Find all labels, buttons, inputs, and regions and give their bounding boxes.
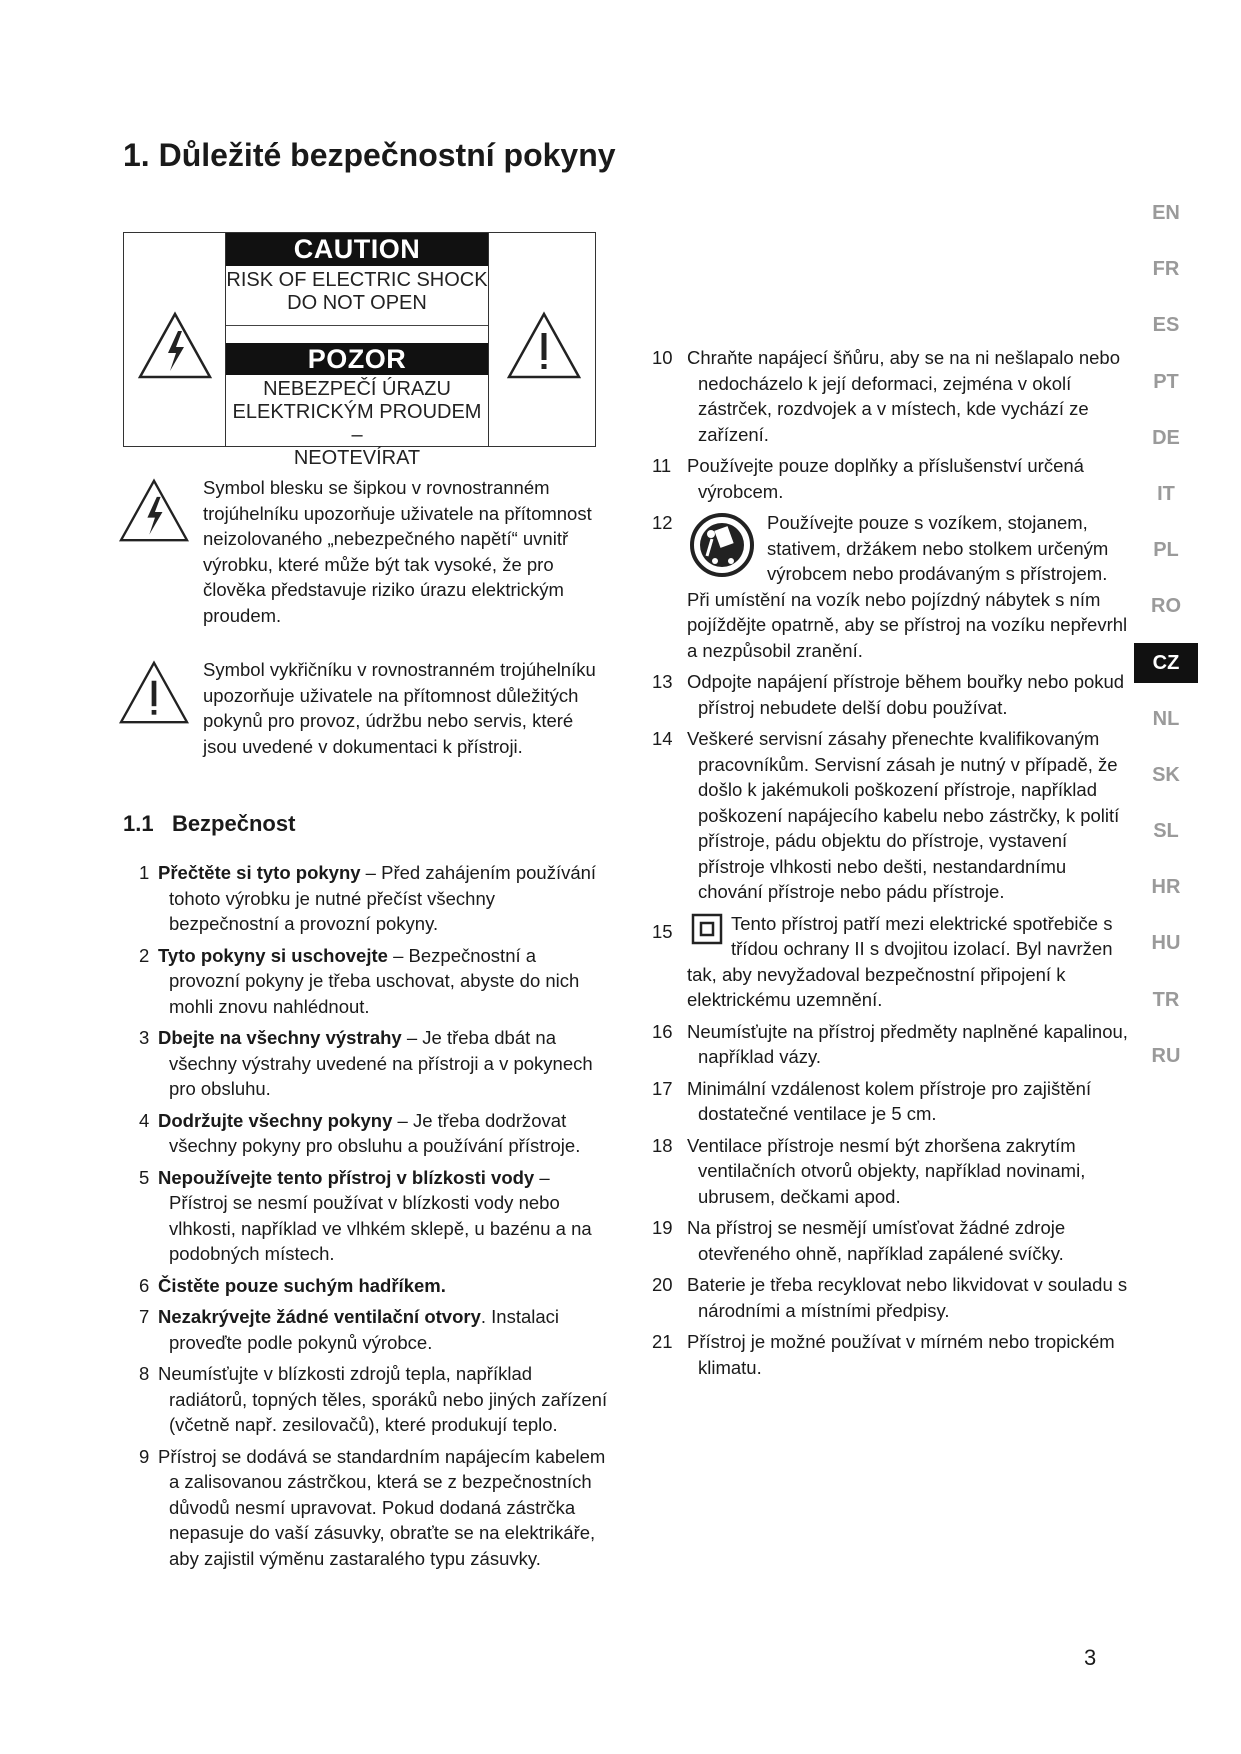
pozor-title: POZOR: [226, 343, 488, 375]
language-tab-pl[interactable]: PL: [1153, 539, 1179, 562]
section-number: 1.1: [123, 811, 154, 836]
safety-list-left: [123, 860, 609, 1577]
language-tab-pt[interactable]: PT: [1153, 370, 1179, 393]
list-item: 21 Přístroj je možné používat v mírném nebo tropickém klimatu.: [652, 1331, 1115, 1378]
class-ii-double-insulation-icon: [691, 913, 723, 945]
language-tab-fr[interactable]: FR: [1152, 258, 1180, 281]
list-item: 18 Ventilace přístroje nesmí být zhoršena zakrytím ventilačních otvorů objekty, například novinami, ubrusem, dečkami apod.: [652, 1134, 1086, 1207]
tip-over-cart-icon: [687, 512, 757, 578]
caution-title: CAUTION: [226, 233, 488, 266]
page-number: 3: [1084, 1645, 1097, 1670]
language-tab-hu[interactable]: HU: [1151, 932, 1181, 955]
list-item: 1 Přečtěte si tyto pokyny – Před zahájením používání tohoto výrobku je nutné přečíst všechny bezpečnostní a provozní pokyny.: [139, 862, 597, 934]
language-tab-hr[interactable]: HR: [1151, 876, 1181, 899]
language-tab-es[interactable]: ES: [1152, 314, 1180, 337]
list-item: 11 Používejte pouze doplňky a příslušenství určená výrobcem.: [652, 455, 1084, 502]
list-item: 17 Minimální vzdálenost kolem přístroje pro zajištění dostatečné ventilace je 5 cm.: [652, 1077, 1092, 1124]
list-item: 13 Odpojte napájení přístroje během bouřky nebo pokud přístroj nebudete delší dobu používat.: [652, 671, 1125, 718]
list-item: 14 Veškeré servisní zásahy přenechte kvalifikovaným pracovníkům. Servisní zásah je nutný v případě, že došlo k jakémukoli poškození přístroje, například poškození napájecího kabelu nebo zástrčky, k polití přístroje, pádu objektu do přístroje, vystavení přístroje vlhkosti nebo dešti, nestandardnímu chování přístroje nebo pádu přístroje.: [652, 728, 1120, 902]
list-item: 16 Neumísťujte na přístroj předměty naplněné kapalinou, například vázy.: [652, 1020, 1128, 1067]
language-tab-ru[interactable]: RU: [1151, 1044, 1181, 1067]
page-title: 1. Důležité bezpečnostní pokyny: [123, 137, 616, 173]
exclamation-warning-icon: [506, 311, 582, 381]
section-heading: [123, 811, 295, 837]
caution-label-block: [225, 232, 489, 469]
language-tab-de[interactable]: DE: [1152, 426, 1180, 449]
exclamation-warning-icon: [118, 660, 190, 726]
lightning-warning-icon: [118, 478, 190, 544]
list-item: 3 Dbejte na všechny výstrahy – Je třeba dbát na všechny výstrahy uvedené na přístroji a v pokynech pro obsluhu.: [139, 1027, 593, 1099]
list-item: 10 Chraňte napájecí šňůru, aby se na ni nešlapalo nebo nedocházelo k její deformaci, zejména v okolí zástrček, rozdvojek a v místech, kde vychází ze zařízení.: [652, 347, 1120, 445]
caution-line-2: DO NOT OPEN: [287, 292, 427, 314]
list-item: 12 Používejte pouze s vozíkem, stojanem, stativem, držákem nebo stolkem určeným výrobcem nebo prodávaným s přístrojem. Při umístění na vozík nebo pojízdný nábytek s ním pojíždějte opatrně, aby se přístroj na vozíku nepřevrhl a nezpůsobil zranění.: [652, 512, 1128, 661]
language-tab-tr[interactable]: TR: [1152, 988, 1180, 1011]
pozor-line-2: ELEKTRICKÝM PROUDEM –: [232, 401, 482, 446]
list-item: 5 Nepoužívejte tento přístroj v blízkosti vody – Přístroj se nesmí používat v blízkosti vody nebo vlhkosti, například ve vlhkém sklepě, u bazénu a na podobných místech.: [139, 1166, 592, 1264]
exclamation-symbol-text: Symbol vykřičníku v rovnostranném trojúhelníku upozorňuje uživatele na přítomnost důležitých pokynů pro provoz, údržbu nebo servis, které jsou uvedené v dokumentaci k přístroji.: [203, 659, 596, 757]
pozor-line-1: NEBEZPEČÍ ÚRAZU: [263, 378, 451, 400]
lightning-symbol-text: Symbol blesku se šipkou v rovnostranném trojúhelníku upozorňuje uživatele na přítomnost neizolovaného „nebezpečného napětí“ uvnitř výrobku, které může být tak vysoké, že pro člověka představuje riziko úrazu elektrickým proudem.: [203, 477, 592, 626]
list-item: 6 Čistěte pouze suchým hadříkem.: [139, 1274, 446, 1296]
language-tab-sl[interactable]: SL: [1153, 820, 1179, 843]
list-item: 9 Přístroj se dodává se standardním napájecím kabelem a zalisovanou zástrčkou, která se z bezpečnostních důvodů nesmí upravovat. Pokud dodaná zástrčka nepasuje do vaší zásuvky, obraťte se na elektrikáře, aby zajistil výměnu zastaralého typu zásuvky.: [139, 1445, 606, 1569]
lightning-warning-icon: [137, 311, 213, 381]
pozor-line-3: NEOTEVÍRAT: [293, 447, 421, 469]
language-nav: [1134, 193, 1198, 1092]
list-item: 7 Nezakrývejte žádné ventilační otvory. Instalaci proveďte podle pokynů výrobce.: [139, 1306, 560, 1353]
language-tab-ro[interactable]: RO: [1151, 595, 1181, 618]
list-item: 19 Na přístroj se nesmějí umísťovat žádné zdroje otevřeného ohně, například zapálené svíčky.: [652, 1217, 1066, 1264]
list-item: 8 Neumísťujte v blízkosti zdrojů tepla, například radiátorů, topných těles, sporáků nebo jiných zařízení (včetně např. zesilovačů), které produkují teplo.: [139, 1363, 608, 1435]
caution-warning-box: [123, 232, 596, 469]
language-tab-it[interactable]: IT: [1157, 482, 1175, 505]
language-tab-nl[interactable]: NL: [1152, 707, 1180, 730]
language-tab-en[interactable]: EN: [1152, 202, 1180, 224]
safety-list-right: [652, 345, 1134, 1386]
list-item: 2 Tyto pokyny si uschovejte – Bezpečnostní a provozní pokyny je třeba uschovat, abyste do nich mohli znovu nahlédnout.: [139, 944, 580, 1017]
section-title: Bezpečnost: [171, 811, 296, 836]
list-item: 20 Baterie je třeba recyklovat nebo likvidovat v souladu s národními a místními předpisy.: [652, 1274, 1128, 1321]
list-item: 4 Dodržujte všechny pokyny – Je třeba dodržovat všechny pokyny pro obsluhu a používání přístroje.: [139, 1109, 581, 1156]
list-item: 15 Tento přístroj patří mezi elektrické spotřebiče s třídou ochrany II s dvojitou izolací. Byl navržen tak, aby nevyžadoval bezpečnostní připojení k elektrickému uzemnění.: [652, 912, 1113, 1010]
language-tab-sk[interactable]: SK: [1152, 763, 1180, 786]
language-tab-cz[interactable]: CZ: [1134, 643, 1198, 683]
caution-line-1: RISK OF ELECTRIC SHOCK: [226, 269, 488, 291]
